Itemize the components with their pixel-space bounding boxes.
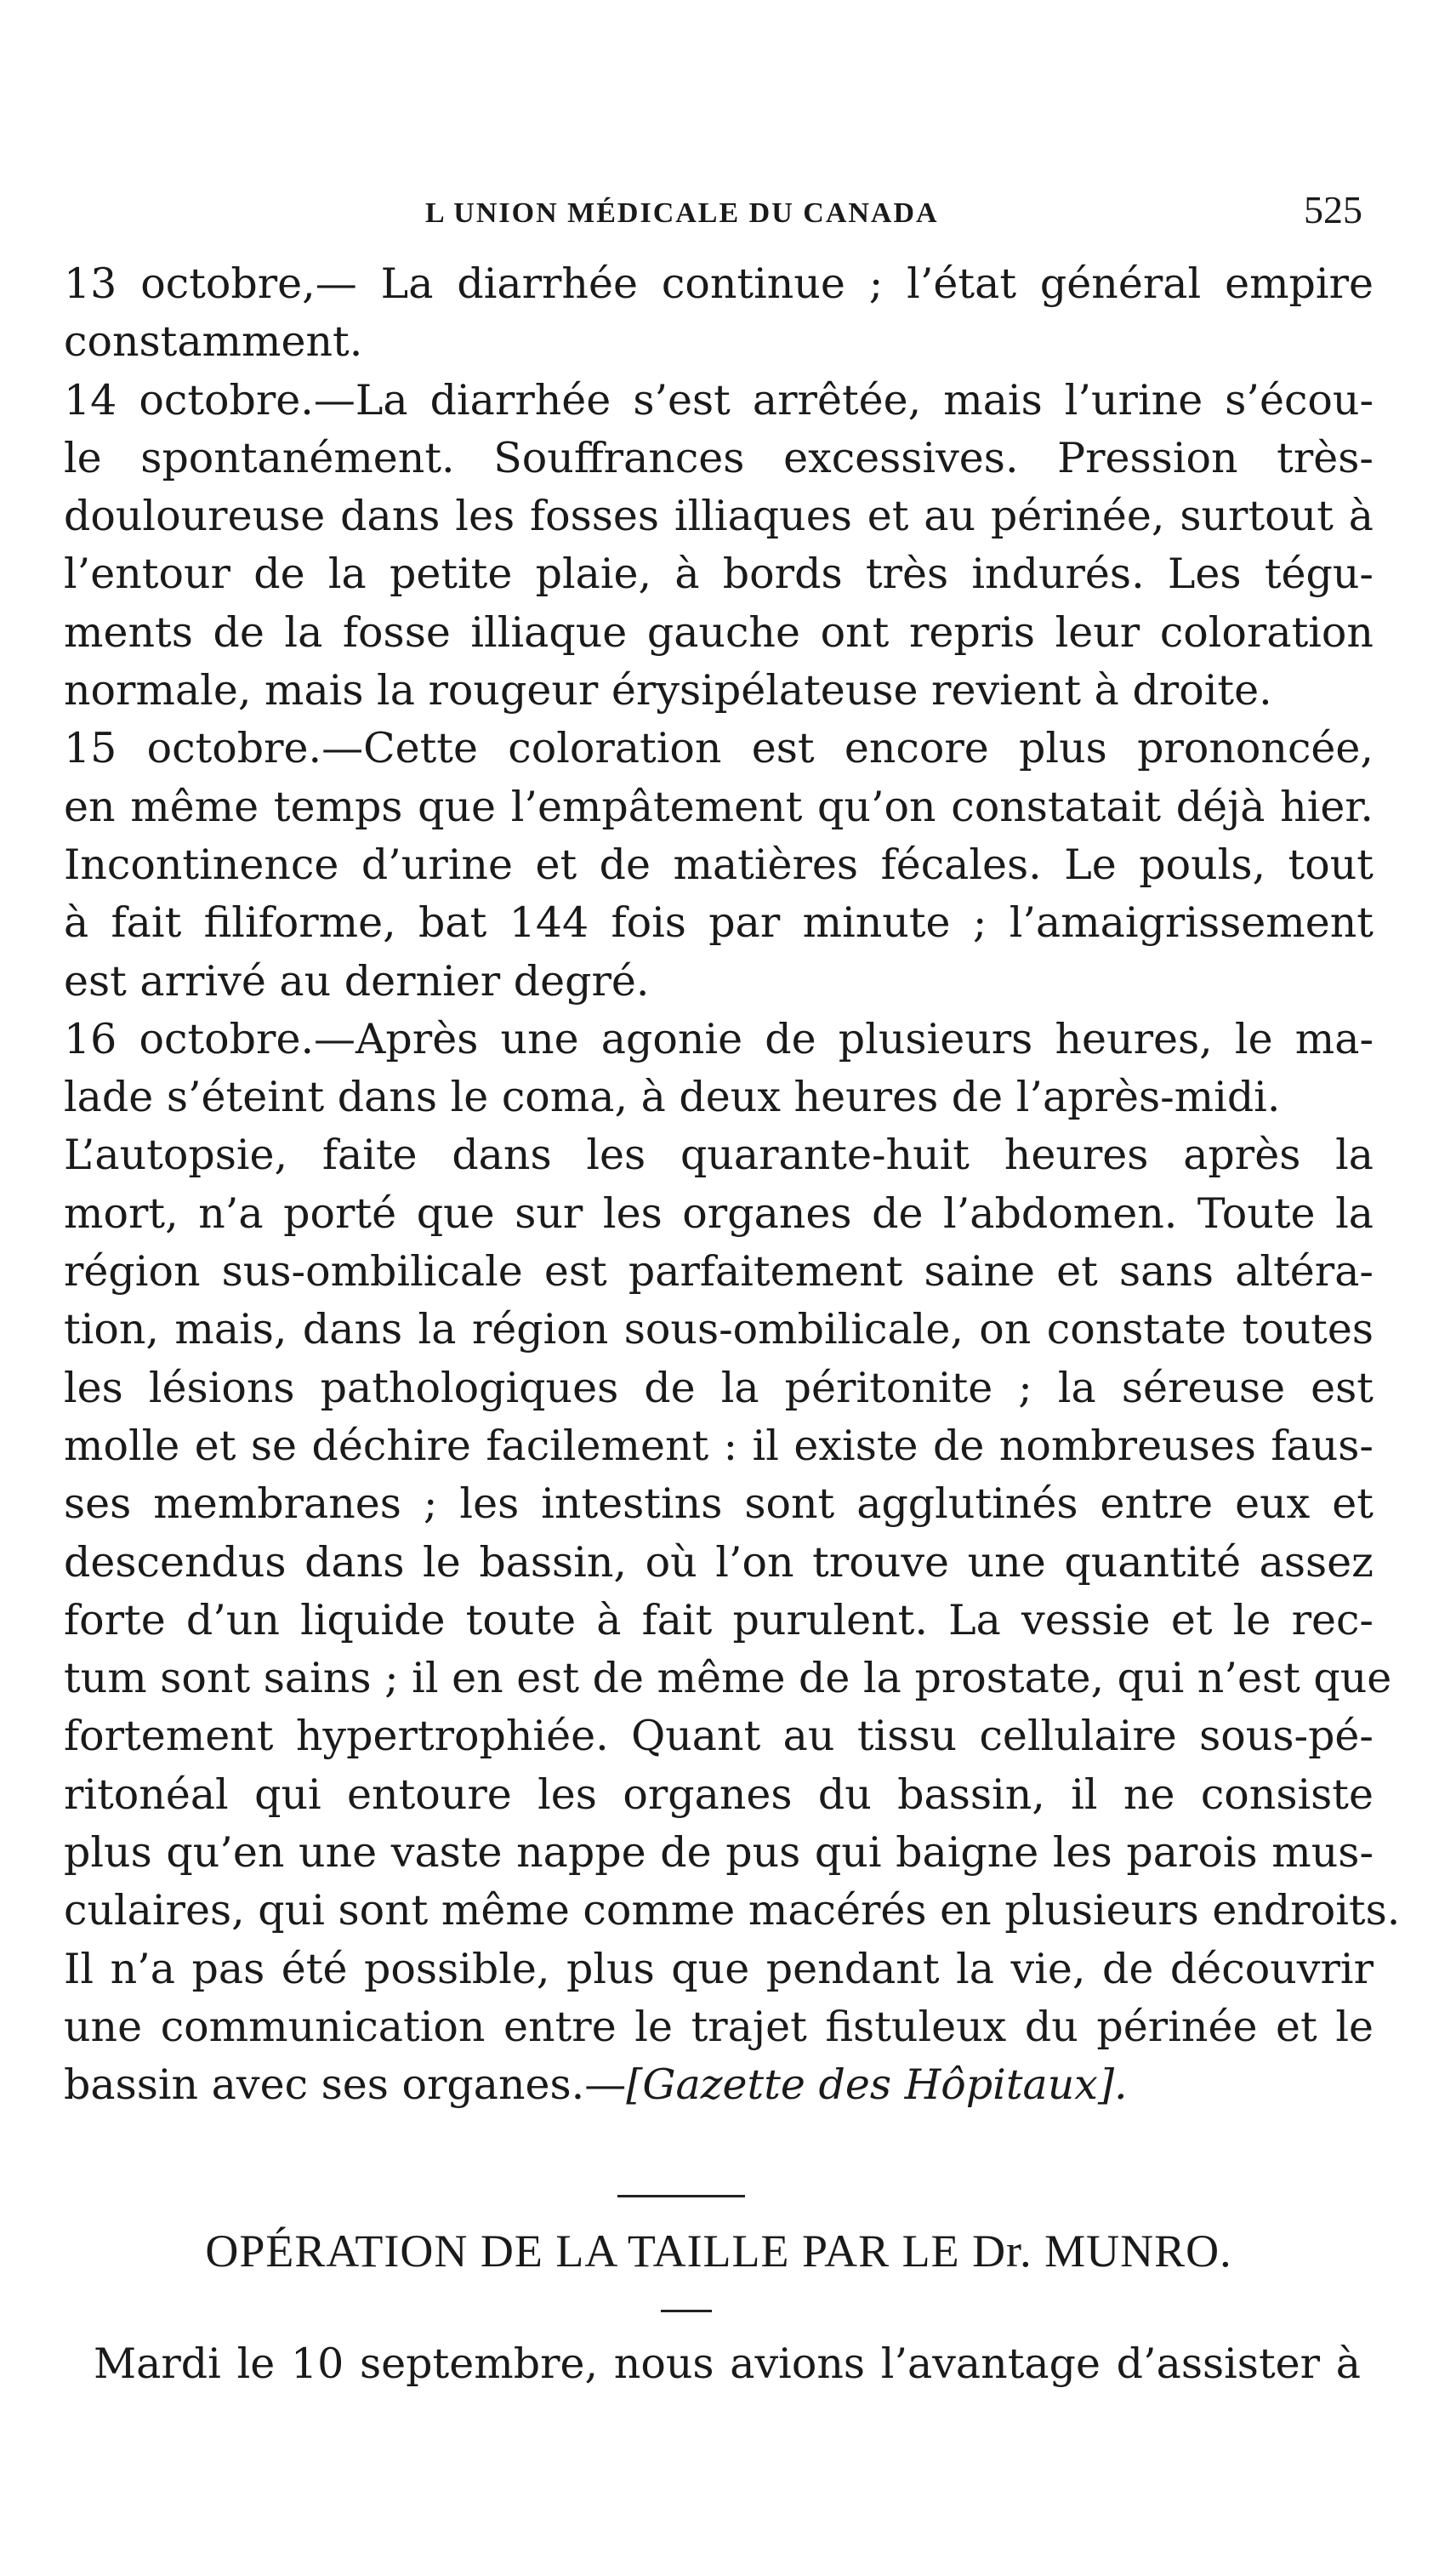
text-line: lade s’éteint dans le coma, à deux heures de l’après-midi. (64, 1073, 1281, 1122)
text-line: tum sont sains ; il en est de même de la prostate, qui n’est que (64, 1654, 1392, 1703)
section-divider-top (617, 2195, 745, 2197)
text-line: 16 octobre.—Après une agonie de plusieurs heures, le ma- (64, 1014, 1374, 1063)
text-line: le spontanément. Souffrances excessives. Pression très- (64, 433, 1374, 482)
text-line: est arrivé au dernier degré. (64, 956, 650, 1006)
text-line: région sus-ombilicale est parfaitement saine et sans altéra- (64, 1247, 1374, 1297)
text-line: ments de la fosse illiaque gauche ont repris leur coloration (64, 607, 1374, 657)
article-body (64, 255, 1401, 2115)
text-line: douloureuse dans les fosses illiaques et au périnée, surtout à (64, 492, 1374, 541)
running-header: L UNION MÉDICALE DU CANADA (425, 197, 939, 229)
text-line: fortement hypertrophiée. Quant au tissu cellulaire sous-pé- (64, 1712, 1374, 1761)
text-line: une communication entre le trajet fistuleux du périnée et le (64, 2002, 1374, 2051)
text-line: Il n’a pas été possible, plus que pendant la vie, de découvrir (64, 1944, 1374, 1993)
page-number: 525 (1304, 188, 1362, 231)
text-line: forte d’un liquide toute à fait purulent. La vessie et le rec- (64, 1595, 1374, 1644)
source-citation: [Gazette des Hôpitaux]. (626, 2060, 1128, 2110)
text-line: 13 octobre,— La diarrhée continue ; l’état général empire (64, 259, 1374, 308)
section-divider-bottom (661, 2310, 712, 2312)
text-line: ses membranes ; les intestins sont agglutinés entre eux et (64, 1479, 1374, 1529)
text-line: molle et se déchire facilement : il existe de nombreuses faus- (64, 1421, 1374, 1470)
text-line: constamment. (64, 317, 363, 367)
text-line: Incontinence d’urine et de matières fécales. Le pouls, tout (64, 840, 1374, 889)
text-line: ritonéal qui entoure les organes du bassin, il ne consiste (64, 1770, 1374, 1819)
text-line: bassin avec ses organes.— (64, 2060, 627, 2110)
text-line: les lésions pathologiques de la péritonite ; la séreuse est (64, 1363, 1374, 1412)
text-line: normale, mais la rougeur érysipélateuse revient à droite. (64, 666, 1272, 715)
text-line: 15 octobre.—Cette coloration est encore plus prononcée, (64, 724, 1374, 773)
text-line: l’entour de la petite plaie, à bords très indurés. Les tégu- (64, 550, 1374, 599)
section-title: OPÉRATION DE LA TAILLE PAR LE Dr. MUNRO. (205, 2226, 1232, 2277)
text-line: culaires, qui sont même comme macérés en plusieurs endroits. (64, 1886, 1401, 1935)
next-paragraph-line: Mardi le 10 septembre, nous avions l’avantage d’assister à (94, 2339, 1361, 2388)
text-line: en même temps que l’empâtement qu’on constatait déjà hier. (64, 782, 1374, 831)
final-text-line (64, 2056, 1374, 2114)
text-line: à fait filiforme, bat 144 fois par minute ; l’amaigrissement (64, 898, 1374, 948)
text-line: plus qu’en une vaste nappe de pus qui baigne les parois mus- (64, 1828, 1374, 1878)
text-line: mort, n’a porté que sur les organes de l’abdomen. Toute la (64, 1188, 1374, 1238)
text-line: tion, mais, dans la région sous-ombilicale, on constate toutes (64, 1305, 1374, 1354)
text-line: descendus dans le bassin, où l’on trouve une quantité assez (64, 1537, 1374, 1587)
text-line: 14 octobre.—La diarrhée s’est arrêtée, mais l’urine s’écou- (64, 375, 1374, 425)
text-line: L’autopsie, faite dans les quarante-huit heures après la (64, 1131, 1374, 1180)
